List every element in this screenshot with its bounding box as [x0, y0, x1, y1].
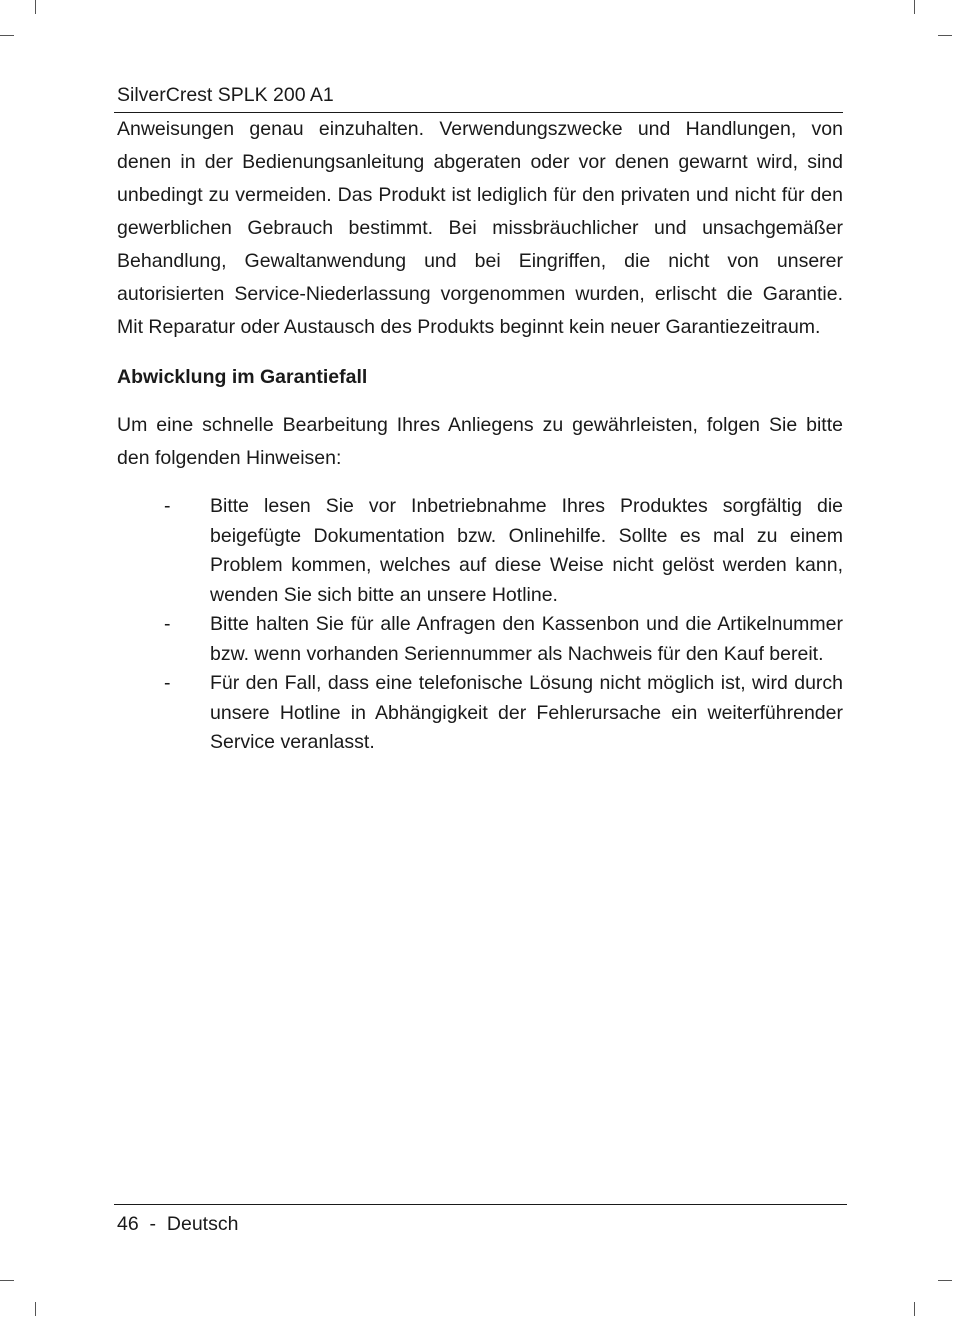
list-item — [117, 669, 843, 758]
crop-mark-top-left — [35, 0, 36, 14]
section-paragraph: Um eine schnelle Bearbeitung Ihres Anliegens zu gewährleisten, folgen Sie bitte den folgenden Hinweisen: — [117, 414, 843, 469]
page-content — [117, 113, 843, 758]
crop-mark-bottom-left — [35, 1302, 36, 1316]
list-item — [117, 492, 843, 610]
bullet-dash: - — [164, 495, 171, 517]
list-item-text: Bitte lesen Sie vor Inbetriebnahme Ihres Produktes sorgfältig die beigefügte Dokumentation bzw. Onlinehilfe. Sollte es mal zu einem Problem kommen, welches auf diese Weise nicht gelöst werden kann, wenden Sie sich bitte an unsere Hotline. — [210, 495, 843, 606]
page-header — [117, 82, 843, 108]
crop-mark-top-left-h — [0, 35, 14, 36]
intro-paragraph: Anweisungen genau einzuhalten. Verwendungszwecke und Handlungen, von denen in der Bedienungsanleitung abgeraten oder vor denen gewarnt wird, sind unbedingt zu vermeiden. Das Produkt ist lediglich für den privaten und nicht für den gewerblichen Gebrauch bestimmt. Bei missbräuchlicher und unsachgemäßer Behandlung, Gewaltanwendung und bei Eingriffen, die nicht von unserer autorisierten Service-Niederlassung vorgenommen wurden, erlischt die Garantie. Mit Reparatur oder Austausch des Produkts beginnt kein neuer Garantiezeitraum. — [117, 118, 843, 338]
footer-divider — [114, 1204, 847, 1205]
footer-language: Deutsch — [166, 1213, 239, 1235]
crop-mark-top-right-h — [938, 35, 952, 36]
list-item — [117, 610, 843, 669]
crop-mark-bottom-left-h — [0, 1280, 14, 1281]
crop-mark-bottom-right — [914, 1302, 915, 1316]
page-footer — [117, 1211, 238, 1237]
footer-separator: - — [149, 1213, 157, 1235]
instruction-list — [117, 492, 843, 758]
list-item-text: Für den Fall, dass eine telefonische Lösung nicht möglich ist, wird durch unsere Hotline in Abhängigkeit der Fehlerursache ein weiterführender Service veranlasst. — [210, 672, 843, 753]
bullet-dash: - — [164, 613, 171, 635]
crop-mark-bottom-right-h — [938, 1280, 952, 1281]
page-number: 46 — [117, 1213, 139, 1235]
list-item-text: Bitte halten Sie für alle Anfragen den Kassenbon und die Artikelnummer bzw. wenn vorhanden Seriennummer als Nachweis für den Kauf bereit. — [210, 613, 843, 665]
crop-mark-top-right — [914, 0, 915, 14]
section-heading: Abwicklung im Garantiefall — [117, 366, 368, 388]
bullet-dash: - — [164, 672, 171, 694]
header-title: SilverCrest SPLK 200 A1 — [117, 84, 334, 106]
